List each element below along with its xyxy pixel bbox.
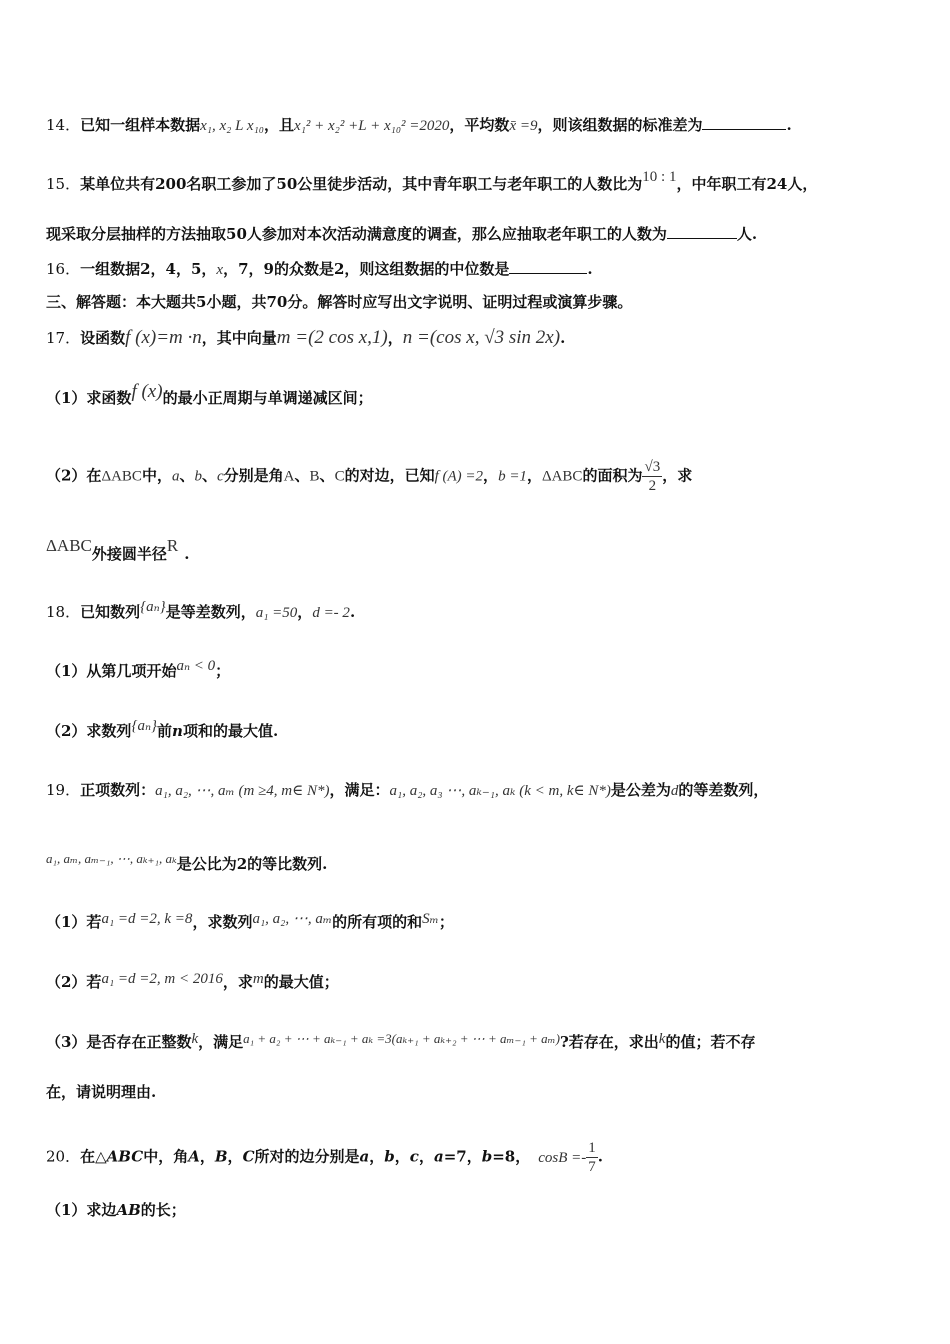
q19-text-3: 是公差为	[610, 781, 671, 799]
q19-math-d: d	[670, 783, 679, 799]
q19-p1-t2: 的所有项的和	[332, 913, 423, 931]
q17-p2-frac-bot: 2	[648, 478, 657, 494]
q18-math-d: d =- 2	[312, 605, 350, 621]
q18-p1-label: （1）从第几项开始	[46, 662, 177, 680]
q17-p2-frac-top: √3	[644, 459, 661, 475]
question-16	[46, 257, 910, 282]
q20-c5: ，	[418, 1147, 434, 1166]
q17-math-vector-n: n =(cos x, √3 sin 2x)	[402, 327, 561, 348]
q17-p2-c: c	[216, 468, 224, 485]
q20-c: c	[409, 1147, 419, 1166]
q16-text-2: ，7，9的众数是2，则这组数据的中位数是	[223, 260, 510, 278]
q19-text-4: 的等差数列，	[678, 781, 769, 799]
q17-math-vector-m: m =(2 cos x,1)	[276, 327, 388, 348]
q17-p2-t6: 的面积为	[582, 466, 643, 485]
q19-text-2: ，满足：	[329, 781, 390, 799]
q19-math-arith: a₁, a₂, a₃ ⋯, aₖ₋₁, aₖ (k < m, k∈ N*)	[389, 783, 611, 799]
q19-p3-math-eq: a₁ + a₂ + ⋯ + aₖ₋₁ + aₖ =3(aₖ₊₁ + aₖ₊₂ + ⋯ + aₘ₋₁ + aₘ)	[243, 1031, 560, 1046]
q18-text-1: 已知数列	[80, 603, 141, 621]
q19-p1-math-3: Sₘ	[422, 911, 439, 927]
q19-part-3	[46, 1030, 910, 1055]
q20-t2: 中，角	[143, 1147, 189, 1166]
question-20	[46, 1139, 910, 1176]
q19-math-geom: a₁, aₘ, aₘ₋₁, ⋯, aₖ₊₁, aₖ	[46, 851, 177, 866]
q20-end: .	[597, 1147, 603, 1166]
q15-end: 人.	[736, 225, 758, 243]
q19-p3-math-k: k	[191, 1031, 199, 1047]
q20-c4: ，	[394, 1147, 410, 1166]
q16-text-1: 一组数据2，4，5，	[80, 260, 217, 278]
q18-p2-n: n	[172, 722, 183, 740]
q17-p2b-R: R	[166, 536, 179, 555]
q19-p3-label: （3）是否存在正整数	[46, 1033, 192, 1051]
q18-part-2	[46, 719, 910, 744]
q17-p2-t7: ，求	[662, 466, 693, 485]
q14-answer-blank[interactable]	[702, 113, 786, 130]
q15-number: 15．	[46, 175, 81, 193]
q14-number: 14．	[46, 116, 81, 134]
q19-p2-label: （2）若	[46, 973, 102, 991]
q17-p2-B: B	[309, 468, 320, 485]
q19-number: 19．	[46, 781, 81, 799]
q15-text-1: 某单位共有200名职工参加了50公里徒步活动，其中青年职工与老年职工的人数比为	[80, 175, 643, 193]
q19-part-2	[46, 970, 910, 995]
q19-p3-math-k2: k	[658, 1031, 666, 1047]
q14-math-sum-squares: x₁² + x₂² +L + x₁₀² =2020	[294, 118, 450, 134]
q14-math-mean: x̄ =9	[509, 118, 538, 134]
q18-math-a1: a₁ =50	[255, 605, 298, 621]
q17-p2b-triangle: ΔABC	[46, 536, 92, 555]
q20-C: C	[242, 1147, 255, 1166]
q16-number: 16．	[46, 260, 81, 278]
q17-p1-label: （1）求函数	[46, 389, 132, 407]
q18-end: .	[349, 603, 356, 621]
q17-p2-t4: ，	[483, 466, 499, 485]
q17-p2-triangle-2: ΔABC	[541, 468, 583, 485]
q19-text-1: 正项数列：	[80, 781, 156, 799]
q20-a: a	[359, 1147, 370, 1166]
q17-p2-a: a	[171, 468, 180, 485]
q17-part-2-line-2	[46, 536, 910, 566]
q19-p1-end: ；	[438, 913, 454, 931]
q19-p2-t1: ，求	[222, 973, 253, 991]
question-14	[46, 113, 910, 138]
q17-part-2	[46, 458, 910, 495]
q18-p2-label: （2）求数列	[46, 722, 132, 740]
q16-answer-blank[interactable]	[509, 257, 587, 274]
question-19	[46, 778, 910, 803]
q19-part-1	[46, 910, 910, 935]
q17-p2-A: A	[283, 468, 295, 485]
q16-end: .	[587, 260, 593, 278]
q19-math-seq: a₁, a₂, ⋯, aₘ (m ≥4, m∈ N*)	[155, 783, 330, 799]
q20-p1-ab: AB	[116, 1201, 141, 1219]
q20-c1: ，	[199, 1147, 215, 1166]
q17-text-3: ，	[387, 329, 403, 347]
q20-t1: 在△	[80, 1147, 107, 1166]
question-18	[46, 600, 910, 625]
q20-frac-top: 1	[588, 1140, 596, 1156]
q18-p1-end: ；	[215, 662, 231, 680]
q20-c2: ，	[227, 1147, 243, 1166]
q17-p2-s1: 、	[179, 466, 195, 485]
q18-text-2: 是等差数列，	[165, 603, 256, 621]
question-17	[46, 326, 910, 350]
q19-p1-math-1: a₁ =d =2, k =8	[101, 911, 193, 927]
q20-t5: =8，	[492, 1147, 531, 1166]
q15-math-ratio: 10 : 1	[642, 169, 677, 185]
q15-answer-blank[interactable]	[667, 222, 737, 239]
q18-math-seq: {aₙ}	[140, 599, 166, 615]
q18-p1-math: aₙ < 0	[176, 658, 216, 674]
q20-p1-label: （1）求边	[46, 1201, 117, 1219]
q20-c3: ，	[369, 1147, 385, 1166]
q18-p2-t2: 项和的最大值.	[182, 722, 279, 740]
q17-p2-b: b	[194, 468, 202, 485]
q19-p3-t3: 的值；若不存	[665, 1033, 756, 1051]
q20-b-eq: b	[481, 1147, 493, 1166]
question-15	[46, 169, 910, 197]
q19-p2-t2: 的最大值；	[263, 973, 339, 991]
q19-l2-text: 是公比为2的等比数列.	[176, 855, 328, 873]
q16-math-x: x	[216, 262, 224, 278]
q17-text-2: ，其中向量	[201, 329, 277, 347]
q17-part-1	[46, 381, 910, 410]
q19-part-3-line-2: 在，请说明理由.	[46, 1083, 157, 1101]
q17-math-f: f (x)=m ·n	[125, 327, 202, 348]
question-15-line-2	[46, 222, 910, 246]
q14-math-samples: x₁, x₂ L x₁₀	[200, 118, 265, 134]
q17-p2-triangle: ΔABC	[101, 468, 142, 485]
q17-end: .	[560, 329, 566, 347]
q17-number: 17．	[46, 329, 81, 347]
q17-p2-fA: f (A) =2	[434, 468, 484, 485]
q18-number: 18．	[46, 603, 81, 621]
q18-p2-t: 前	[157, 722, 173, 740]
q14-end: .	[786, 116, 792, 134]
q20-A: A	[188, 1147, 200, 1166]
q19-p2-math-2: m	[252, 971, 264, 987]
q20-b: b	[384, 1147, 395, 1166]
q17-p2-C: C	[334, 468, 345, 485]
q17-p1-text: 的最小正周期与单调递减区间；	[162, 389, 373, 407]
q20-t3: 所对的边分别是	[254, 1147, 360, 1166]
q17-text-1: 设函数	[80, 329, 126, 347]
q20-B: B	[214, 1147, 228, 1166]
question-19-line-2	[46, 852, 910, 877]
q20-abc: ABC	[106, 1147, 144, 1166]
q20-math-cos: cosB =-	[538, 1149, 587, 1166]
q15-text-2: ，中年职工有24人，	[676, 175, 818, 193]
q17-p2b-text: 外接圆半径	[91, 545, 167, 563]
q18-part-1	[46, 659, 910, 684]
q17-p2-t3: 的对边，已知	[344, 466, 435, 485]
q14-text-3: ，平均数	[449, 116, 510, 134]
q17-p2-b-eq: b =1	[498, 468, 527, 485]
q15-text-3: 现采取分层抽样的方法抽取50人参加对本次活动满意度的调查，那么应抽取老年职工的人数为	[46, 225, 667, 243]
q14-text-2: ，且	[264, 116, 295, 134]
q14-text-4: ，则该组数据的标准差为	[537, 116, 703, 134]
q19-p1-math-2: a₁, a₂, ⋯, aₘ	[252, 911, 333, 927]
q17-p2-s4: 、	[319, 466, 335, 485]
q17-p2-area-fraction	[642, 458, 662, 495]
q14-text-1: 已知一组样本数据	[80, 116, 201, 134]
q20-a-eq: a	[433, 1147, 444, 1166]
q17-p2-s2: 、	[201, 466, 217, 485]
q19-p3-t1: ，满足	[198, 1033, 244, 1051]
q17-p2-t1: 中，	[141, 466, 172, 485]
q17-p2-t2: 分别是角	[223, 466, 284, 485]
q20-part-1	[46, 1198, 910, 1222]
q20-t4: =7，	[443, 1147, 482, 1166]
q19-p2-math-1: a₁ =d =2, m < 2016	[101, 971, 223, 987]
q17-p2-label: （2）在	[46, 466, 102, 485]
q20-frac-bot: 7	[588, 1159, 596, 1175]
q17-p2-s3: 、	[294, 466, 310, 485]
q19-p1-t1: ，求数列	[192, 913, 253, 931]
section-3-header: 三、解答题：本大题共5小题，共70分。解答时应写出文字说明、证明过程或演算步骤。	[46, 293, 633, 311]
q19-p1-label: （1）若	[46, 913, 102, 931]
q19-p3-t2: ?若存在，求出	[559, 1033, 659, 1051]
q17-p1-math: f (x)	[131, 381, 163, 402]
q18-p2-math: {aₙ}	[131, 718, 158, 734]
q20-fraction	[586, 1139, 598, 1176]
q17-p2b-end: .	[184, 545, 190, 563]
q17-p2-t5: ，	[526, 466, 542, 485]
q20-number: 20．	[46, 1147, 81, 1166]
q18-text-3: ，	[297, 603, 313, 621]
q20-p1-t: 的长；	[140, 1201, 186, 1219]
